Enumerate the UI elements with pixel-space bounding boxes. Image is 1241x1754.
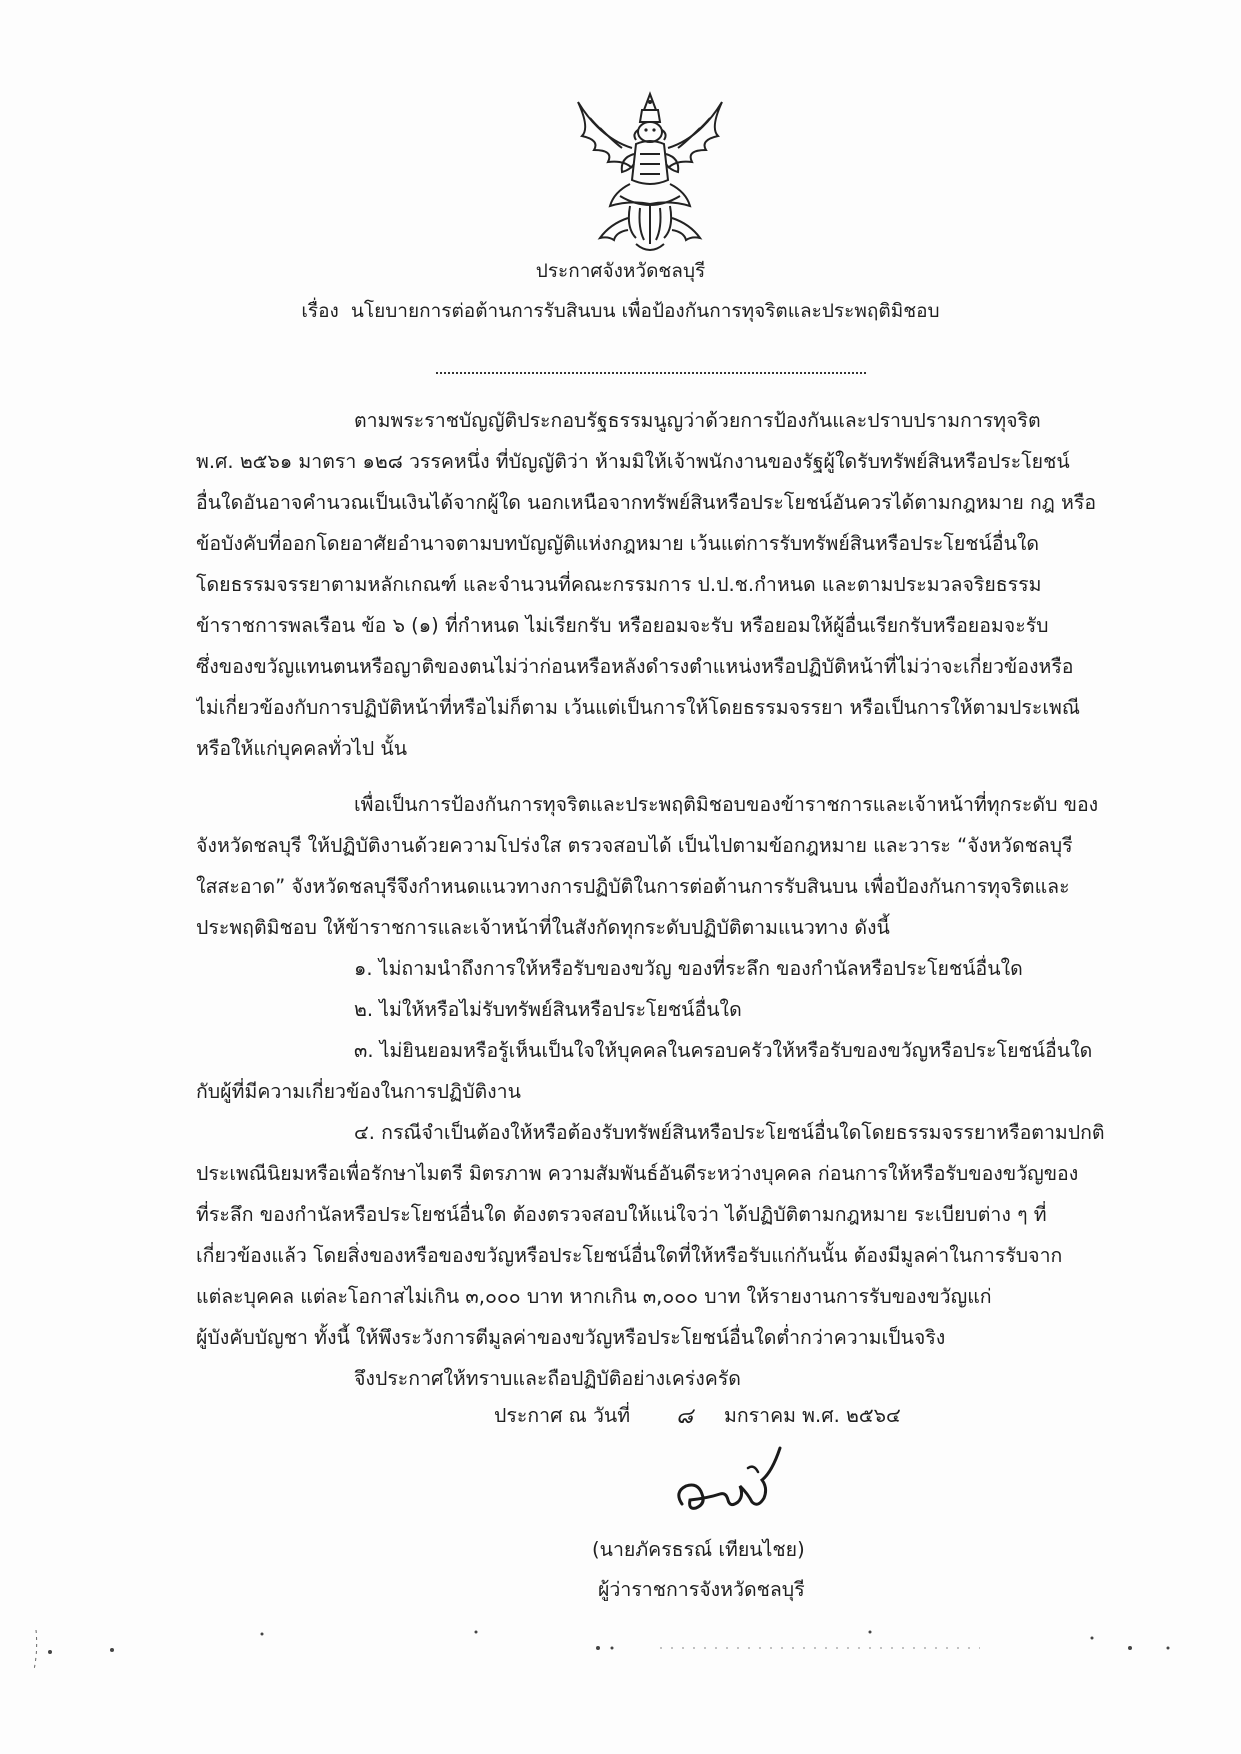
signature-icon [668,1442,786,1524]
paragraph-line: เพื่อเป็นการป้องกันการทุจริตและประพฤติมิชอบของข้าราชการและเจ้าหน้าที่ทุกระดับ ของ [354,793,1099,816]
date-prefix: ประกาศ ณ วันที่ [494,1404,631,1427]
guideline-item-4-cont: แต่ละบุคคล แต่ละโอกาสไม่เกิน ๓,๐๐๐ บาท หากเกิน ๓,๐๐๐ บาท ให้รายงานการรับของขวัญแก่ [196,1285,992,1308]
paragraph-line: ข้าราชการพลเรือน ข้อ ๖ (๑) ที่กำหนด ไม่เรียกรับ หรือยอมจะรับ หรือยอมให้ผู้อื่นเรียกรับหรือยอมจะรับ [196,614,1049,637]
separator-dots [436,372,866,374]
closing-statement: จึงประกาศให้ทราบและถือปฏิบัติอย่างเคร่งครัด [354,1367,741,1390]
guideline-item-2: ๒. ไม่ให้หรือไม่รับทรัพย์สินหรือประโยชน์อื่นใด [354,998,742,1021]
guideline-item-4-cont: เกี่ยวข้องแล้ว โดยสิ่งของหรือของขวัญหรือประโยชน์อื่นใดที่ให้หรือรับแก่กันนั้น ต้องมีมูลค่าในการรับจาก [196,1244,1063,1267]
scan-noise [0,1600,1241,1754]
garuda-emblem-icon [570,88,730,262]
subject-prefix: เรื่อง [301,300,339,322]
paragraph-line: อื่นใดอันอาจคำนวณเป็นเงินได้จากผู้ใด นอกเหนือจากทรัพย์สินหรือประโยชน์อันควรได้ตามกฎหมาย กฎ หรือ [196,491,1097,514]
paragraph-line: จังหวัดชลบุรี ให้ปฏิบัติงานด้วยความโปร่งใส ตรวจสอบได้ เป็นไปตามข้อกฎหมาย และวาระ “จังหวัดชลบุรี [196,834,1073,857]
guideline-item-3: ๓. ไม่ยินยอมหรือรู้เห็นเป็นใจให้บุคคลในครอบครัวให้หรือรับของขวัญหรือประโยชน์อื่นใด [354,1039,1093,1062]
paragraph-line: ไม่เกี่ยวข้องกับการปฏิบัติหน้าที่หรือไม่ก็ตาม เว้นแต่เป็นการให้โดยธรรมจรรยา หรือเป็นการให้ตามประเพณี [196,696,1080,719]
paragraph-line: ข้อบังคับที่ออกโดยอาศัยอำนาจตามบทบัญญัติแห่งกฎหมาย เว้นแต่การรับทรัพย์สินหรือประโยชน์อื่นใด [196,532,1040,555]
paragraph-line: ประพฤติมิชอบ ให้ข้าราชการและเจ้าหน้าที่ในสังกัดทุกระดับปฏิบัติตามแนวทาง ดังนี้ [196,916,890,939]
paragraph-line: ใสสะอาด” จังหวัดชลบุรีจึงกำหนดแนวทางการปฏิบัติในการต่อต้านการรับสินบน เพื่อป้องกันการทุจริตและ [196,875,1070,898]
guideline-item-1: ๑. ไม่ถามนำถึงการให้หรือรับของขวัญ ของที่ระลึก ของกำนัลหรือประโยชน์อื่นใด [354,957,1023,980]
paragraph-2 [196,784,1126,948]
subject-line [0,296,1241,326]
guideline-item-3-cont: กับผู้ที่มีความเกี่ยวข้องในการปฏิบัติงาน [196,1080,521,1103]
guideline-item-4-cont: ผู้บังคับบัญชา ทั้งนี้ ให้พึงระวังการตีมูลค่าของขวัญหรือประโยชน์อื่นใดต่ำกว่าความเป็นจริง [196,1326,946,1349]
paragraph-1 [196,400,1126,769]
paragraph-line: ตามพระราชบัญญัติประกอบรัฐธรรมนูญว่าด้วยการป้องกันและปราบปรามการทุจริต [354,409,1041,432]
signatory-name: (นายภัครธรณ์ เทียนไชย) [592,1538,805,1561]
date-month-year: มกราคม พ.ศ. ๒๕๖๔ [724,1404,901,1427]
signatory-position: ผู้ว่าราชการจังหวัดชลบุรี [598,1578,805,1601]
issuer-title: ประกาศจังหวัดชลบุรี [535,260,706,282]
paragraph-line: โดยธรรมจรรยาตามหลักเกณฑ์ และจำนวนที่คณะกรรมการ ป.ป.ช.กำหนด และตามประมวลจริยธรรม [196,573,1042,596]
subject-text: นโยบายการต่อต้านการรับสินบน เพื่อป้องกันการทุจริตและประพฤติมิชอบ [350,300,940,322]
guideline-item-4: ๔. กรณีจำเป็นต้องให้หรือต้องรับทรัพย์สินหรือประโยชน์อื่นใดโดยธรรมจรรยาหรือตามปกติ [354,1121,1105,1144]
guideline-item-4-cont: ประเพณีนิยมหรือเพื่อรักษาไมตรี มิตรภาพ ความสัมพันธ์อันดีระหว่างบุคคล ก่อนการให้หรือรับของขวัญของ [196,1162,1079,1185]
guideline-list [196,948,1126,1399]
guideline-item-4-cont: ที่ระลึก ของกำนัลหรือประโยชน์อื่นใด ต้องตรวจสอบให้แน่ใจว่า ได้ปฏิบัติตามกฎหมาย ระเบียบต่าง ๆ ที่ [196,1203,1047,1226]
paragraph-line: พ.ศ. ๒๕๖๑ มาตรา ๑๒๘ วรรคหนึ่ง ที่บัญญัติว่า ห้ามมิให้เจ้าพนักงานของรัฐผู้ใดรับทรัพย์สินหรือประโยชน์ [196,450,1070,473]
date-day: ๘ [676,1404,693,1429]
paragraph-line: ซึ่งของขวัญแทนตนหรือญาติของตนไม่ว่าก่อนหรือหลังดำรงตำแหน่งหรือปฏิบัติหน้าที่ไม่ว่าจะเกี่ยวข้องหรือ [196,655,1074,678]
paragraph-line: หรือให้แก่บุคคลทั่วไป นั้น [196,737,408,760]
